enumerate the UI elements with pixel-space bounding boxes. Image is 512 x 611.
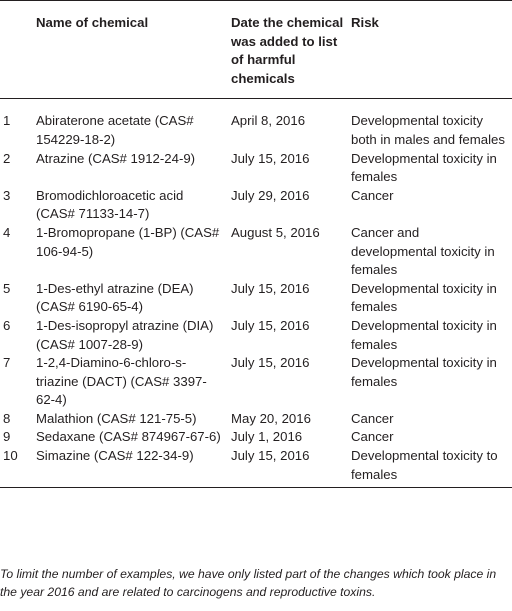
cell-date-text: July 15, 2016: [231, 150, 310, 166]
cell-number: [0, 99, 33, 150]
cell-date-text: July 15, 2016: [231, 355, 310, 371]
cell-number-text: 7: [3, 355, 11, 371]
cell-risk: [348, 280, 512, 317]
cell-number: [0, 150, 33, 187]
cell-risk-text: Developmental toxicity in females: [351, 280, 497, 315]
cell-number: [0, 447, 33, 488]
cell-risk-text: Cancer: [351, 429, 394, 445]
cell-number-text: 5: [3, 280, 11, 296]
cell-risk-text: Cancer: [351, 410, 394, 426]
header-number: [0, 1, 33, 99]
cell-name: [33, 447, 228, 488]
table-row: [0, 224, 512, 280]
cell-name-text: Malathion (CAS# 121-75-5): [36, 410, 197, 426]
cell-name: [33, 224, 228, 280]
table-row: [0, 99, 512, 150]
table-row: [0, 317, 512, 354]
cell-date: [228, 99, 348, 150]
cell-date-text: May 20, 2016: [231, 410, 311, 426]
cell-name-text: 1-Des-ethyl atrazine (DEA) (CAS# 6190-65-4): [36, 280, 194, 315]
cell-date: [228, 317, 348, 354]
cell-date: [228, 187, 348, 224]
cell-risk: [348, 150, 512, 187]
cell-risk: [348, 99, 512, 150]
cell-risk: [348, 317, 512, 354]
cell-name-text: Bromodichloroacetic acid (CAS# 71133-14-7): [36, 187, 184, 222]
cell-date-text: April 8, 2016: [231, 113, 306, 129]
cell-name: [33, 150, 228, 187]
table-row: [0, 410, 512, 429]
cell-date-text: July 15, 2016: [231, 448, 310, 464]
cell-risk: [348, 410, 512, 429]
cell-risk-text: Developmental toxicity both in males and females: [351, 113, 505, 147]
cell-number: [0, 354, 33, 410]
cell-number-text: 3: [3, 187, 11, 203]
table-row: [0, 447, 512, 488]
cell-name-text: Simazine (CAS# 122-34-9): [36, 448, 194, 464]
cell-number-text: 9: [3, 429, 11, 445]
cell-date: [228, 224, 348, 280]
cell-name-text: Atrazine (CAS# 1912-24-9): [36, 150, 196, 166]
cell-number-text: 4: [3, 224, 11, 240]
cell-number: [0, 317, 33, 354]
cell-name: [33, 187, 228, 224]
table-footnote: To limit the number of examples, we have only listed part of the changes which took place in the year 2016 and are related to carcinogens and reproductive toxins.: [0, 567, 497, 599]
cell-date-text: August 5, 2016: [231, 224, 320, 240]
table-row: [0, 280, 512, 317]
cell-name: [33, 99, 228, 150]
cell-number: [0, 410, 33, 429]
table-row: [0, 187, 512, 224]
cell-name-text: 1-2,4-Diamino-6-chloro-s-triazine (DACT) (CAS# 3397-62-4): [36, 355, 207, 408]
table-header: [0, 1, 512, 99]
cell-risk: [348, 187, 512, 224]
cell-date-text: July 1, 2016: [231, 429, 303, 445]
header-row: [0, 1, 512, 99]
table-row: [0, 150, 512, 187]
cell-number-text: 6: [3, 317, 11, 333]
cell-number-text: 1: [3, 113, 11, 129]
cell-number: [0, 428, 33, 447]
cell-name-text: 1-Des-isopropyl atrazine (DIA) (CAS# 1007-28-9): [36, 317, 214, 352]
cell-name: [33, 317, 228, 354]
cell-name: [33, 354, 228, 410]
cell-date: [228, 447, 348, 488]
cell-name: [33, 410, 228, 429]
cell-date-text: July 29, 2016: [231, 187, 310, 203]
cell-date: [228, 428, 348, 447]
cell-number-text: 2: [3, 150, 11, 166]
cell-number: [0, 224, 33, 280]
cell-name: [33, 428, 228, 447]
cell-date-text: July 15, 2016: [231, 317, 310, 333]
cell-number: [0, 280, 33, 317]
cell-number: [0, 187, 33, 224]
header-name: Name of chemical: [33, 1, 228, 99]
cell-name-text: 1-Bromopropane (1-BP) (CAS# 106-94-5): [36, 224, 220, 259]
cell-date: [228, 150, 348, 187]
cell-date: [228, 280, 348, 317]
cell-name: [33, 280, 228, 317]
cell-risk: [348, 447, 512, 488]
table-row: [0, 354, 512, 410]
cell-date: [228, 354, 348, 410]
cell-number-text: 8: [3, 410, 11, 426]
header-date: Date the chemical was added to list of harmful chemicals: [228, 1, 348, 99]
table-row: [0, 428, 512, 447]
cell-risk: [348, 224, 512, 280]
cell-risk-text: Cancer and developmental toxicity in females: [351, 224, 495, 278]
cell-risk: [348, 354, 512, 410]
cell-risk: [348, 428, 512, 447]
cell-name-text: Abiraterone acetate (CAS# 154229-18-2): [36, 113, 194, 147]
table-body: [0, 99, 512, 488]
cell-date: [228, 410, 348, 429]
cell-risk-text: Developmental toxicity in females: [351, 317, 497, 352]
header-risk: Risk: [348, 1, 512, 99]
cell-name-text: Sedaxane (CAS# 874967-67-6): [36, 429, 221, 445]
cell-date-text: July 15, 2016: [231, 280, 310, 296]
cell-risk-text: Developmental toxicity in females: [351, 355, 497, 389]
cell-risk-text: Developmental toxicity to females: [351, 448, 498, 482]
cell-risk-text: Developmental toxicity in females: [351, 150, 497, 185]
cell-risk-text: Cancer: [351, 187, 394, 203]
cell-number-text: 10: [3, 448, 18, 464]
